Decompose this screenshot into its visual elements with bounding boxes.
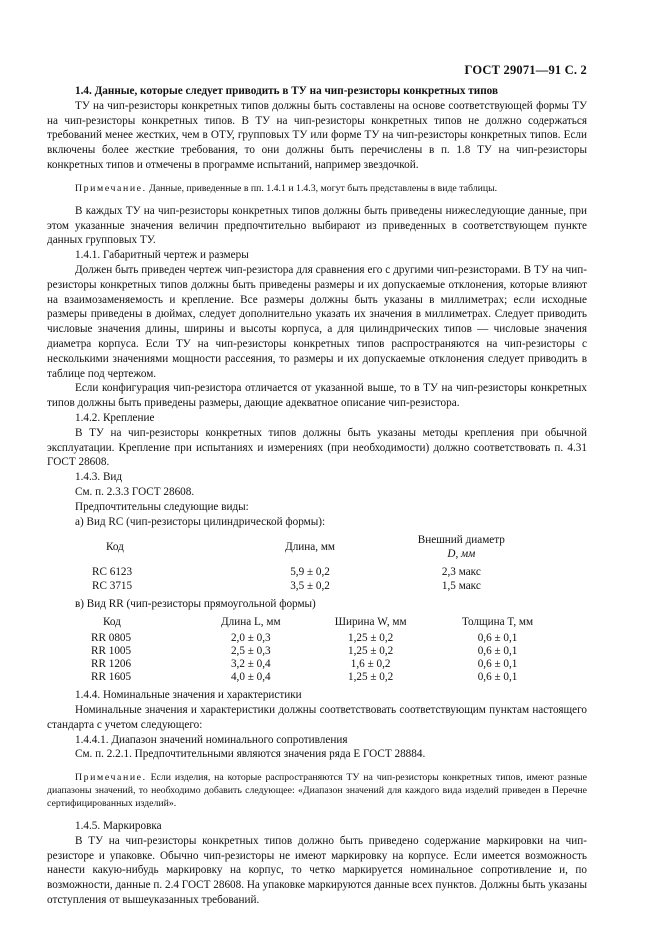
- table-cell: 3,2 ± 0,4: [230, 658, 271, 671]
- paragraph: Предпочтительны следующие виды:: [75, 500, 249, 513]
- table-cell: RR 1005: [91, 645, 132, 658]
- table-cell: 1,6 ± 0,2: [350, 658, 391, 671]
- table-header-line: D, мм: [447, 548, 476, 561]
- table-header: Длина L, мм: [221, 616, 281, 629]
- table-cell: RR 1206: [91, 658, 132, 671]
- note-label: Примечание.: [75, 772, 147, 784]
- table-cell: 5,9 ± 0,2: [290, 566, 330, 579]
- paragraph: Должен быть приведен чертеж чип-резистора для сравнения его с другими чип-резисторами. В ТУ на чип-резисторы конкретных типов должны быть приведены размеры и их допускаемые отклонения, которые влияют на взаимозаменяемость и крепление. Все размеры должны быть указаны в миллиметрах; если исходные размеры приведены в дюймах, следует дополнительно указать их значения в миллиметрах. Следует приводить числовые значения длины, ширины и высоты корпуса, а для цилиндрических типов — числовые значения диаметра корпуса. Если ТУ на чип-резисторы конкретных типов распространяются на чип-резисторы с несколькими значениями мощности рассеяния, то размеры и их допускаемые отклонения следует приводить в таблице под чертежом.: [47, 263, 587, 380]
- table-header-line: Внешний диаметр: [417, 534, 505, 547]
- note-text: Если изделия, на которые распространяются ТУ на чип-резисторы конкретных типов, имеют разные диапазоны значений, то необходимо добавить следующее: «Диапазон значений для каждого вида изделий приведен в Перечне сертифицированных изделий».: [47, 772, 587, 810]
- subsection-heading: 1.4.2. Крепление: [75, 411, 155, 424]
- table-cell: 0,6 ± 0,1: [477, 632, 518, 645]
- table-header: Длина, мм: [285, 541, 335, 554]
- table-row: [91, 658, 561, 671]
- table-cell: 1,5 макс: [441, 580, 481, 593]
- table-cell: 0,6 ± 0,1: [477, 658, 518, 671]
- note-label: Примечание.: [75, 182, 147, 194]
- paragraph: См. п. 2.3.3 ГОСТ 28608.: [75, 485, 195, 498]
- paragraph: В ТУ на чип-резисторы конкретных типов должно быть приведено содержание маркировки на чип-резисторе и упаковке. Обычно чип-резисторы не имеют маркировку на корпусе. Если имеется возможность нанести какую-нибудь маркировку на корпус, то четко маркируется номинальное сопротивление и, по возможности, данные п. 2.4 ГОСТ 28608. На упаковке маркируются данные всех пунктов. Должны быть указаны отступления от вышеуказанных требований.: [47, 834, 587, 907]
- table-row: [91, 645, 561, 658]
- list-item-heading: в) Вид RR (чип-резисторы прямоугольной формы): [75, 598, 316, 611]
- table-header: Код: [106, 541, 124, 554]
- table-cell: RC 6123: [92, 566, 133, 579]
- table-rr-dimensions: [91, 616, 561, 684]
- table-cell: 4,0 ± 0,4: [230, 671, 271, 684]
- paragraph: Номинальные значения и характеристики должны соответствовать соответствующим пунктам настоящего стандарта с учетом следующего:: [47, 703, 587, 731]
- table-cell: 2,3 макс: [441, 566, 481, 579]
- table-cell: RR 1605: [91, 671, 132, 684]
- table-cell: 1,25 ± 0,2: [347, 632, 394, 645]
- table-cell: 0,6 ± 0,1: [477, 645, 518, 658]
- table-cell: 1,25 ± 0,2: [347, 645, 394, 658]
- subsection-heading: 1.4.4.1. Диапазон значений номинального сопротивления: [75, 733, 348, 746]
- table-header: [386, 533, 537, 561]
- page-header: ГОСТ 29071—91 С. 2: [464, 63, 587, 77]
- subsection-heading: 1.4.1. Габаритный чертеж и размеры: [75, 249, 249, 262]
- table-cell: 3,5 ± 0,2: [290, 580, 330, 593]
- paragraph: В каждых ТУ на чип-резисторы конкретных типов должны быть приведены нижеследующие данные, при этом указанные значения величин предпочтительно выбирают из приведенных в соответствующем пункте данных групповых ТУ.: [47, 204, 587, 247]
- table-header: Ширина W, мм: [334, 616, 407, 629]
- table-cell: 0,6 ± 0,1: [477, 671, 518, 684]
- subsection-heading: 1.4.4. Номинальные значения и характеристики: [75, 689, 302, 702]
- section-title: 1.4. Данные, которые следует приводить в ТУ на чип-резисторы конкретных типов: [75, 85, 498, 97]
- table-row: [92, 579, 537, 593]
- paragraph: В ТУ на чип-резисторы конкретных типов должны быть указаны методы крепления при обычной эксплуатации. Крепление при испытаниях и измерениях (при необходимости) должно соответствовать п. 4.31 ГОСТ 28608.: [47, 426, 587, 469]
- table-row: [92, 565, 537, 579]
- paragraph: ТУ на чип-резисторы конкретных типов должны быть составлены на основе соответствующей формы ТУ на чип-резисторы конкретных типов. В ТУ на чип-резисторы конкретных типов не должно содержаться требований менее жестких, чем в ОТУ, групповых ТУ или форме ТУ на чип-резисторы конкретных типов. Если включены более жесткие требования, то они должны быть перечислены в п. 1.8 ТУ на чип-резисторы конкретных типов и отмечены в программе испытаний, например звездочкой.: [47, 99, 587, 171]
- table-row: [91, 632, 561, 645]
- table-cell: 2,5 ± 0,3: [230, 645, 271, 658]
- subsection-heading: 1.4.5. Маркировка: [75, 820, 162, 833]
- table-row: [91, 671, 561, 684]
- table-header: Толщина T, мм: [461, 616, 534, 629]
- table-cell: RC 3715: [92, 580, 133, 593]
- note-text: Данные, приведенные в пп. 1.4.1 и 1.4.3, могут быть представлены в виде таблицы.: [146, 182, 498, 194]
- table-cell: RR 0805: [91, 632, 132, 645]
- note: [47, 771, 587, 810]
- table-cell: 2,0 ± 0,3: [230, 632, 271, 645]
- table-rc-dimensions: [92, 533, 537, 593]
- note: [47, 182, 587, 195]
- paragraph: См. п. 2.2.1. Предпочтительными являются значения ряда Е ГОСТ 28884.: [75, 748, 426, 761]
- subsection-heading: 1.4.3. Вид: [75, 471, 123, 484]
- table-cell: 1,25 ± 0,2: [347, 671, 394, 684]
- table-header: Код: [103, 616, 121, 629]
- document-body: [47, 54, 587, 908]
- paragraph: Если конфигурация чип-резистора отличается от указанной выше, то в ТУ на чип-резисторы конкретных типов должны быть приведены размеры, дающие адекватное описание чип-резистора.: [47, 382, 587, 410]
- list-item-heading: а) Вид RC (чип-резисторы цилиндрической формы):: [75, 515, 326, 528]
